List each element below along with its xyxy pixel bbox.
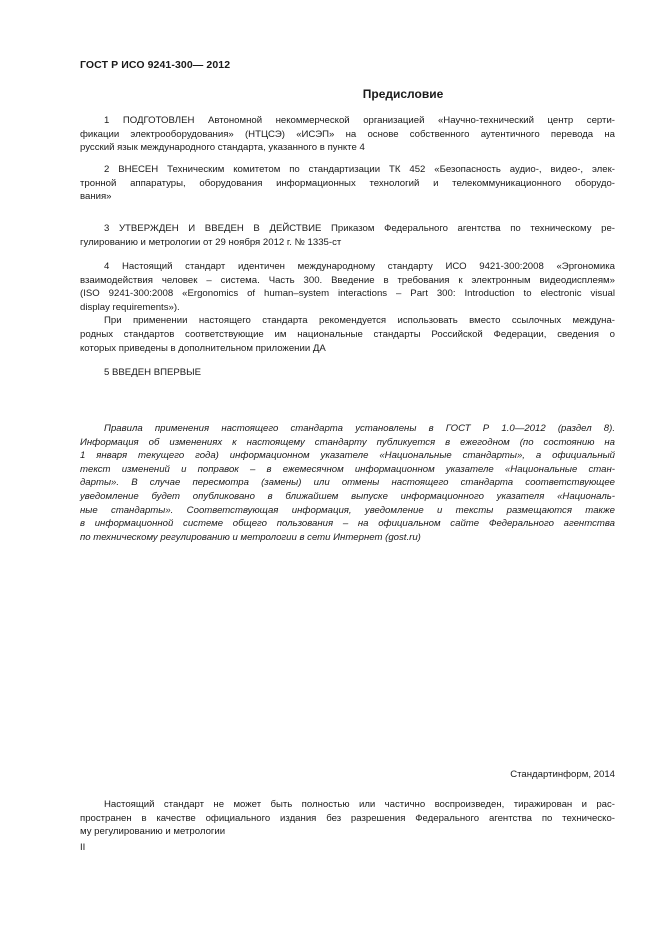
item-3-line: 3 УТВЕРЖДЕН И ВВЕДЕН В ДЕЙСТВИЕ Приказом Федерального агентства по техническому ре- — [104, 223, 615, 234]
item-4-note-line: которых приведены в дополнительном приложении ДА — [80, 342, 326, 354]
item-4-line: display requirements»). — [80, 301, 180, 313]
copyright-line: му регулированию и метрологии — [80, 826, 226, 838]
item-4 — [80, 260, 615, 355]
notice-line: текст изменений и поправок – в ежемесячном информационном указателе «Национальные стан- — [80, 463, 615, 475]
item-4-note-line: При применении настоящего стандарта рекомендуется использовать вместо ссылочных междуна- — [104, 315, 615, 327]
copyright-line: пространен в качестве официального издания без разрешения Федерального агентства по техническо- — [80, 812, 615, 824]
item-4-line: взаимодействия человек – система. Часть 300. Введение в требования к электронным видеодисплеям» — [80, 274, 615, 286]
notice-line: Правила применения настоящего стандарта установлены в ГОСТ Р 1.0—2012 (раздел 8). — [104, 423, 615, 434]
page-title: Предисловие — [362, 87, 444, 101]
document-header: ГОСТ Р ИСО 9241-300— 2012 — [80, 59, 231, 71]
notice-line: дарты». В случае пересмотра (замены) или отмены настоящего стандарта соответствующее — [80, 477, 615, 489]
copyright-line: Настоящий стандарт не может быть полностью или частично воспроизведен, тиражирован и рас- — [104, 799, 615, 810]
item-2-line: 2 ВНЕСЕН Техническим комитетом по стандартизации ТК 452 «Безопасность аудио-, видео-, элек- — [104, 164, 615, 175]
notice-line: в информационной системе общего пользования – на официальном сайте Федерального агентства — [80, 518, 615, 530]
item-4-line: (ISO 9241-300:2008 «Ergonomics of human–system interactions – Part 300: Introduction to electronic visual — [80, 288, 615, 300]
item-3 — [80, 222, 615, 249]
notice-line: уведомление будет опубликовано в ближайшем выпуске информационного указателя «Националь- — [80, 490, 615, 502]
item-2-line: тронной аппаратуры, оборудования информационных технологий и телекоммуникационного оборудо- — [80, 177, 615, 189]
item-1-line: русский язык международного стандарта, указанного в пункте 4 — [80, 142, 365, 154]
item-4-line: 4 Настоящий стандарт идентичен международному стандарту ИСО 9421-300:2008 «Эргономика — [104, 261, 615, 272]
item-3-line: гулированию и метрологии от 29 ноября 2012 г. № 1335-ст — [80, 236, 342, 248]
notice-line: по техническому регулированию и метрологии в сети Интернет (gost.ru) — [80, 531, 421, 543]
item-1 — [80, 114, 615, 155]
item-5-line: 5 ВВЕДЕН ВПЕРВЫЕ — [104, 367, 202, 378]
notice-line: Информация об изменениях к настоящему стандарту публикуется в ежегодном (по состоянию на — [80, 436, 615, 448]
item-1-line: фикации электрооборудования» (НТЦСЭ) «ИСЭП» на основе собственного аутентичного перевода на — [80, 128, 615, 140]
copyright-notice — [80, 798, 615, 839]
item-5 — [80, 366, 615, 380]
publisher-line: Стандартинформ, 2014 — [510, 769, 615, 780]
item-2 — [80, 163, 615, 204]
notice-line: 1 января текущего года) информационном указателе «Национальные стандарты», а официальный — [80, 450, 615, 462]
item-4-note-line: родных стандартов соответствующие им национальные стандарты Российской Федерации, сведения о — [80, 328, 615, 340]
item-2-line: вания» — [80, 191, 112, 203]
page-number: II — [80, 842, 86, 853]
item-1-line: 1 ПОДГОТОВЛЕН Автономной некоммерческой организацией «Научно-технический центр серти- — [104, 115, 615, 126]
notice-line: ные стандарты». Соответствующая информация, уведомление и тексты размещаются также — [80, 504, 615, 516]
usage-notice — [80, 422, 615, 544]
